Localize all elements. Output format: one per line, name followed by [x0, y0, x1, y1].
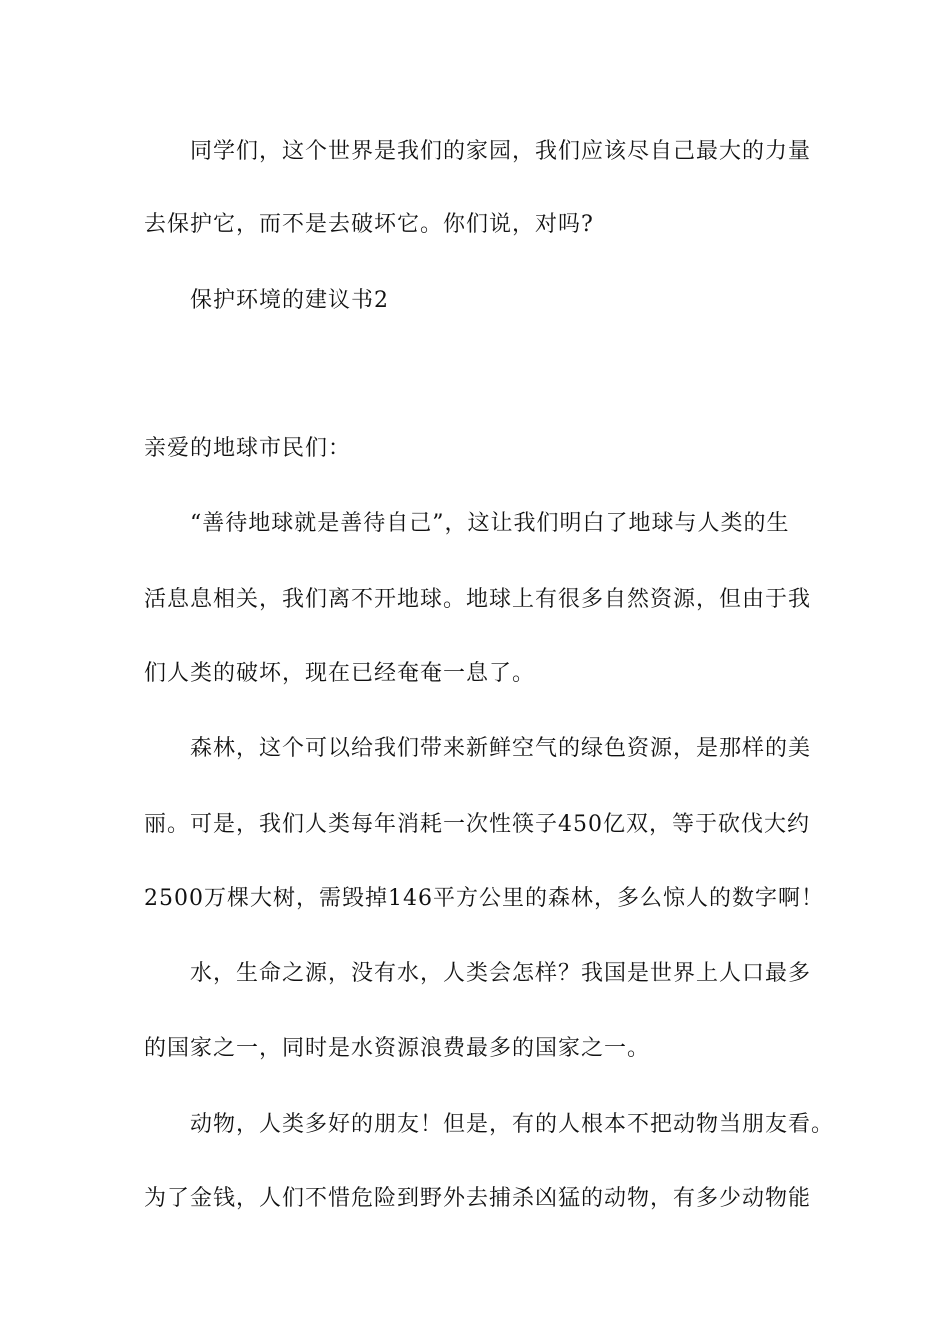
paragraph-line: 丽。可是，我们人类每年消耗一次性筷子450亿双，等于砍伐大约: [144, 812, 810, 837]
paragraph-line: “善待地球就是善待自己”，这让我们明白了地球与人类的生: [190, 511, 790, 536]
paragraph-line: 2500万棵大树，需毁掉146平方公里的森林，多么惊人的数字啊！: [144, 886, 824, 911]
section-heading: 保护环境的建议书2: [190, 288, 389, 313]
paragraph-line: 为了金钱，人们不惜危险到野外去捕杀凶猛的动物，有多少动物能: [144, 1186, 812, 1211]
paragraph-line: 水，生命之源，没有水，人类会怎样？我国是世界上人口最多: [190, 961, 812, 986]
paragraph-line: 们人类的破坏，现在已经奄奄一息了。: [144, 661, 536, 686]
paragraph-line: 同学们，这个世界是我们的家园，我们应该尽自己最大的力量: [190, 139, 812, 164]
paragraph-line: 去保护它，而不是去破坏它。你们说，对吗?: [144, 212, 594, 237]
salutation: 亲爱的地球市民们：: [144, 436, 352, 461]
paragraph-line: 的国家之一，同时是水资源浪费最多的国家之一。: [144, 1036, 651, 1061]
paragraph-line: 森林，这个可以给我们带来新鲜空气的绿色资源，是那样的美: [190, 736, 812, 761]
paragraph-line: 动物，人类多好的朋友！但是，有的人根本不把动物当朋友看。: [190, 1112, 835, 1137]
paragraph-line: 活息息相关，我们离不开地球。地球上有很多自然资源，但由于我: [144, 587, 812, 612]
